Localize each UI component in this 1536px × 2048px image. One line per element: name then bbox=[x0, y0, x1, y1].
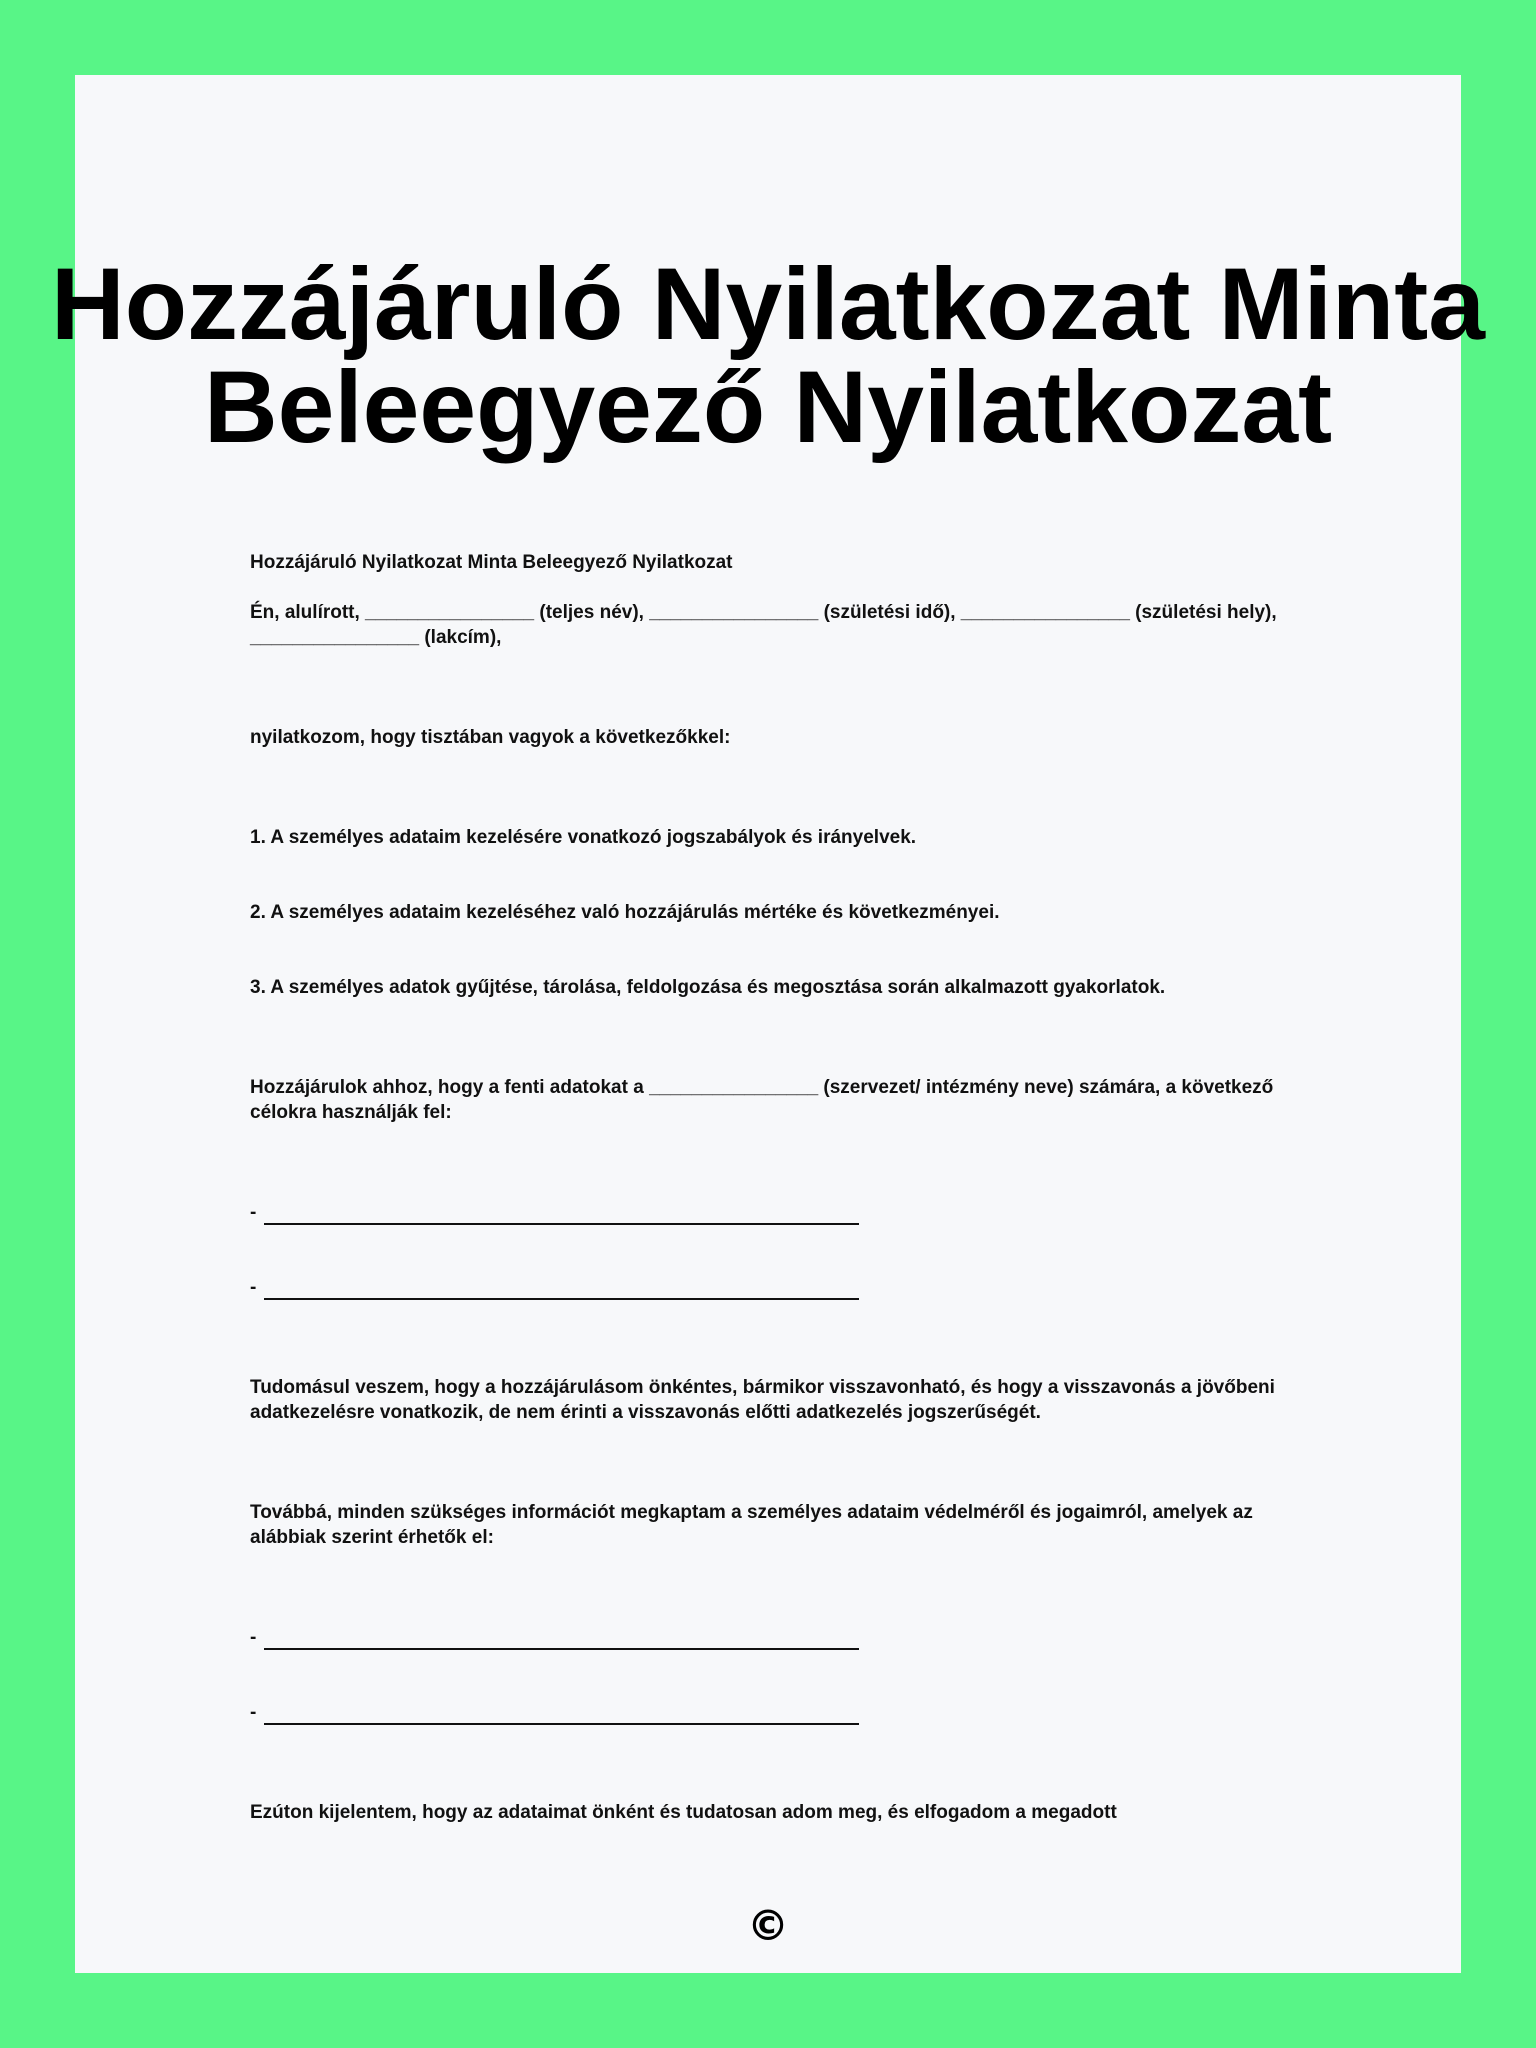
list-item: 2. A személyes adataim kezeléséhez való hozzájárulás mértéke és következményei. bbox=[250, 902, 1000, 923]
title-line-1: Hozzájáruló Nyilatkozat Minta bbox=[51, 247, 1485, 361]
statement-paragraph: nyilatkozom, hogy tisztában vagyok a következőkkel: bbox=[250, 727, 731, 748]
info-blank-line bbox=[250, 1625, 859, 1650]
list-item: 1. A személyes adataim kezelésére vonatkozó jogszabályok és irányelvek. bbox=[250, 827, 917, 848]
purpose-blank-line bbox=[250, 1200, 859, 1225]
intro-paragraph: Én, alulírott, ________________ (teljes név), ________________ (születési idő), ________________ (születési hely), ________________ (lakcím), bbox=[250, 602, 1277, 648]
blank-dash: - bbox=[250, 1277, 257, 1298]
fill-in-rule bbox=[264, 1703, 859, 1725]
info-blank-line bbox=[250, 1700, 859, 1725]
fill-in-rule bbox=[264, 1628, 859, 1650]
acknowledgement-paragraph: Tudomásul veszem, hogy a hozzájárulásom önkéntes, bármikor visszavonható, és hogy a visszavonás a jövőbeni adatkezelésre vonatkozik, de nem érinti a visszavonás előtti adatkezelés jogszerűségét. bbox=[250, 1377, 1275, 1423]
blank-dash: - bbox=[250, 1702, 257, 1723]
consent-paragraph: Hozzájárulok ahhoz, hogy a fenti adatokat a ________________ (szervezet/ intézmény neve) számára, a következő célokra használják fel: bbox=[250, 1077, 1274, 1123]
blank-dash: - bbox=[250, 1627, 257, 1648]
information-paragraph: Továbbá, minden szükséges információt megkaptam a személyes adataim védelméről és jogaimról, amelyek az alábbiak szerint érhetők el: bbox=[250, 1502, 1253, 1548]
list-item: 3. A személyes adatok gyűjtése, tárolása, feldolgozása és megosztása során alkalmazott gyakorlatok. bbox=[250, 977, 1166, 998]
fill-in-rule bbox=[264, 1203, 859, 1225]
blank-dash: - bbox=[250, 1202, 257, 1223]
title-line-2: Beleegyező Nyilatkozat bbox=[203, 350, 1333, 464]
document-page bbox=[51, 75, 1485, 1973]
copyright-icon: © bbox=[747, 1901, 789, 1950]
page-title bbox=[0, 247, 1536, 464]
purpose-blank-line bbox=[250, 1275, 859, 1300]
document-heading: Hozzájáruló Nyilatkozat Minta Beleegyező Nyilatkozat bbox=[250, 552, 733, 573]
fill-in-rule bbox=[264, 1278, 859, 1300]
declaration-paragraph: Ezúton kijelentem, hogy az adataimat önként és tudatosan adom meg, és elfogadom a megadott bbox=[250, 1802, 1117, 1823]
